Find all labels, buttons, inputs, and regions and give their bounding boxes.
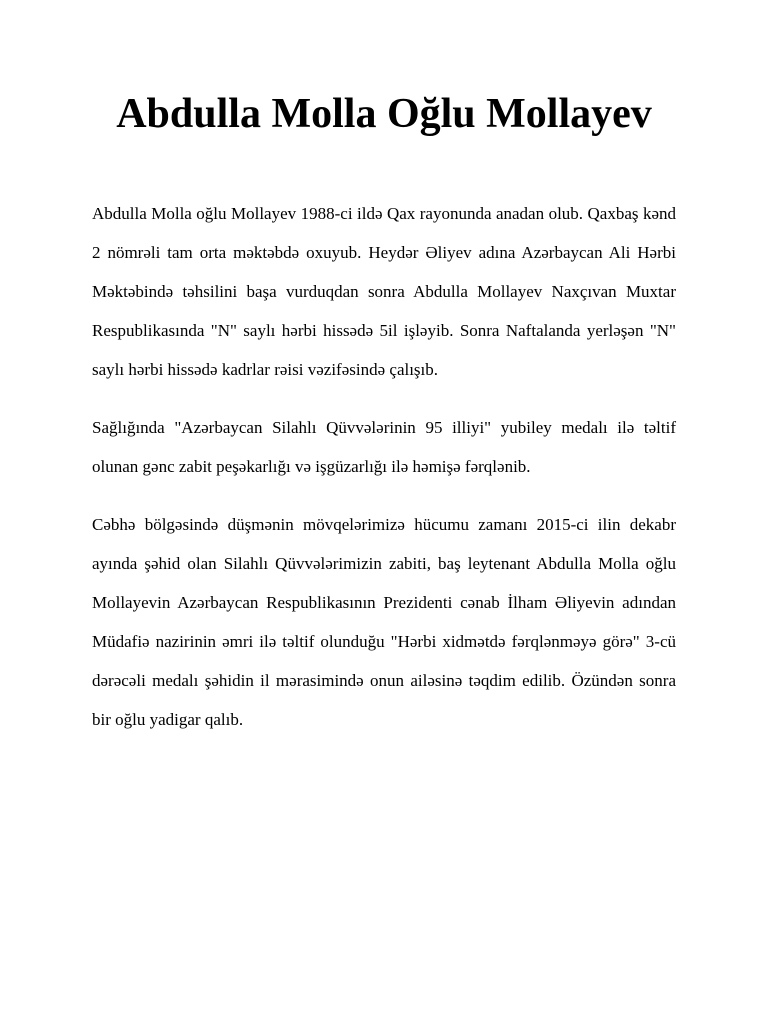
paragraph-medal-jubilee: Sağlığında "Azərbaycan Silahlı Qüvvələrinin 95 illiyi" yubiley medalı ilə təltif olunan gənc zabit peşəkarlığı və işgüzarlığı ilə həmişə fərqlənib.	[92, 418, 676, 476]
document-title: Abdulla Molla Oğlu Mollayev	[116, 91, 652, 137]
document-body	[92, 194, 676, 758]
paragraph-martyrdom: Cəbhə bölgəsində düşmənin mövqelərimizə hücumu zamanı 2015-ci ilin dekabr ayında şəhid olan Silahlı Qüvvələrimizin zabiti, baş leytenant Abdulla Molla oğlu Mollayevin Azərbaycan Respublikasının Prezidenti cənab İlham Əliyevin adından Müdafiə nazirinin əmri ilə təltif olunduğu "Hərbi xidmətdə fərqlənməyə görə" 3-cü dərəcəli medalı şəhidin il mərasimində onun ailəsinə təqdim edilib. Özündən sonra bir oğlu yadigar qalıb.	[92, 515, 676, 729]
paragraph-biography: Abdulla Molla oğlu Mollayev 1988-ci ildə Qax rayonunda anadan olub. Qaxbaş kənd 2 nömrəli tam orta məktəbdə oxuyub. Heydər Əliyev adına Azərbaycan Ali Hərbi Məktəbində təhsilini başa vurduqdan sonra Abdulla Mollayev Naxçıvan Muxtar Respublikasında "N" saylı hərbi hissədə 5il işləyib. Sonra Naftalanda yerləşən "N" saylı hərbi hissədə kadrlar rəisi vəzifəsində çalışıb.	[92, 204, 676, 379]
